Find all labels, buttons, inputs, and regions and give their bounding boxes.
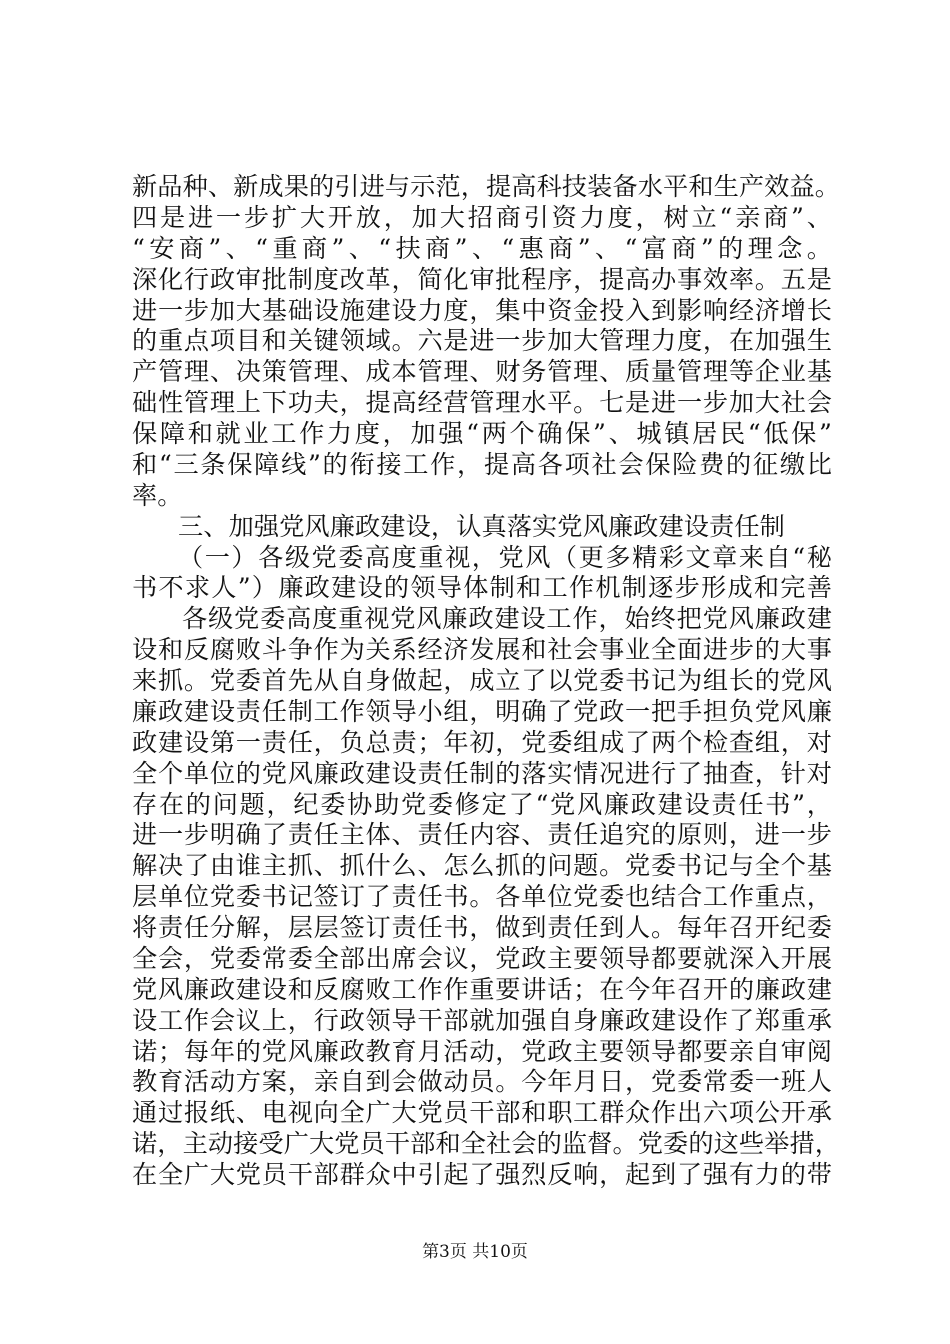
text-line: 廉政建设责任制工作领导小组，明确了党政一把手担负党风廉 — [132, 696, 832, 726]
text-line: 存在的问题，纪委协助党委修定了“党风廉政建设责任书”， — [132, 789, 832, 819]
text-line: 设工作会议上，行政领导干部就加强自身廉政建设作了郑重承 — [132, 1005, 832, 1035]
text-line: 教育活动方案，亲自到会做动员。今年月日，党委常委一班人 — [132, 1067, 832, 1097]
text-line: 将责任分解，层层签订责任书，做到责任到人。每年召开纪委 — [132, 913, 832, 942]
text-line: 政建设第一责任，负总责；年初，党委组成了两个检查组，对 — [132, 727, 832, 757]
text-line: 通过报纸、电视向全广大党员干部和职工群众作出六项公开承 — [132, 1098, 832, 1128]
text-line: 新品种、新成果的引进与示范，提高科技装备水平和生产效益。 — [132, 172, 841, 201]
text-line: 产管理、决策管理、成本管理、财务管理、质量管理等企业基 — [132, 357, 832, 387]
text-line: 率。 — [132, 480, 183, 510]
text-line: 全个单位的党风廉政建设责任制的落实情况进行了抽查，针对 — [132, 758, 832, 788]
text-line: 深化行政审批制度改革，简化审批程序，提高办事效率。五是 — [132, 264, 832, 294]
page-number: 第3页 共10页 — [422, 1242, 528, 1262]
text-line: 来抓。党委首先从自身做起，成立了以党委书记为组长的党风 — [132, 666, 832, 695]
text-line: 解决了由谁主抓、抓什么、怎么抓的问题。党委书记与全个基 — [132, 851, 832, 881]
text-line: 全会，党委常委全部出席会议，党政主要领导都要就深入开展 — [132, 943, 832, 973]
text-line: 层单位党委书记签订了责任书。各单位党委也结合工作重点， — [132, 882, 832, 912]
text-line: 和“三条保障线”的衔接工作，提高各项社会保险费的征缴比 — [132, 449, 832, 479]
text-line: 在全广大党员干部群众中引起了强烈反响，起到了强有力的带 — [132, 1160, 832, 1189]
text-line: 进一步加大基础设施建设力度，集中资金投入到影响经济增长 — [132, 295, 832, 325]
text-line: 诺，主动接受广大党员干部和全社会的监督。党委的这些举措， — [132, 1129, 841, 1159]
section-heading: 三、加强党风廉政建设，认真落实党风廉政建设责任制 — [178, 511, 785, 541]
subsection-heading-cont: 书不求人”）廉政建设的领导体制和工作机制逐步形成和完善 — [132, 573, 832, 603]
text-line: 诺；每年的党风廉政教育月活动，党政主要领导都要亲自审阅 — [132, 1036, 832, 1066]
text-line: “安商”、“重商”、“扶商”、“惠商”、“富商”的理念。 — [132, 233, 832, 263]
text-line: 进一步明确了责任主体、责任内容、责任追究的原则，进一步 — [132, 820, 832, 850]
subsection-heading: （一）各级党委高度重视，党风（更多精彩文章来自“秘 — [178, 542, 832, 572]
text-line: 四是进一步扩大开放，加大招商引资力度，树立“亲商”、 — [132, 202, 832, 232]
text-line: 党风廉政建设和反腐败工作作重要讲话；在今年召开的廉政建 — [132, 974, 832, 1004]
text-line: 保障和就业工作力度，加强“两个确保”、城镇居民“低保” — [132, 419, 832, 448]
paragraph-start: 各级党委高度重视党风廉政建设工作，始终把党风廉政建 — [182, 604, 832, 634]
text-line: 的重点项目和关键领域。六是进一步加大管理力度，在加强生 — [132, 326, 832, 356]
text-line: 础性管理上下功夫，提高经营管理水平。七是进一步加大社会 — [132, 388, 832, 418]
text-line: 设和反腐败斗争作为关系经济发展和社会事业全面进步的大事 — [132, 635, 832, 665]
page-footer — [0, 1240, 950, 1264]
